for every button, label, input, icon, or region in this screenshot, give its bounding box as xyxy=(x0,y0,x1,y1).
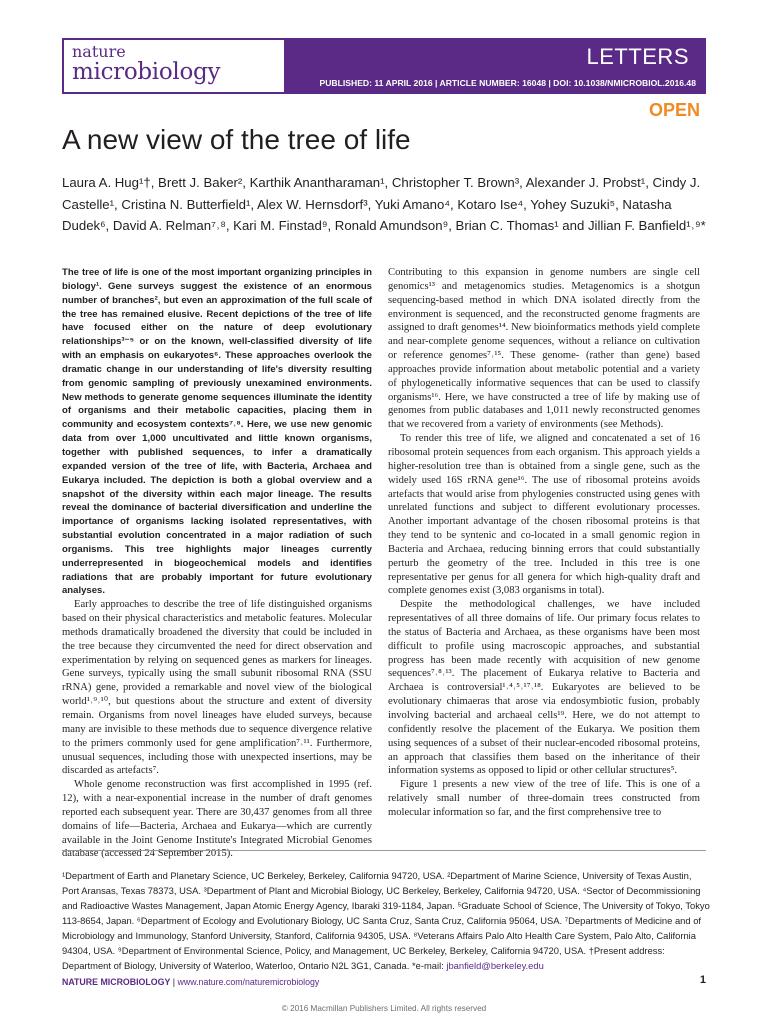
header-band xyxy=(286,38,706,94)
publication-info: PUBLISHED: 11 APRIL 2016 | ARTICLE NUMBER: 16048 | DOI: 10.1038/NMICROBIOL.2016.48 xyxy=(319,78,696,88)
abstract: The tree of life is one of the most important organizing principles in biology¹. Gene surveys suggest the existence of an enormous number of branches², but even an approximation of the full scale of the tree has remained elusive. Recent depictions of the tree of life have focused either on the nature of deep evolutionary relationships³⁻⁵ or on the known, well-classified diversity of life with an emphasis on eukaryotes⁶. These approaches overlook the dramatic change in our understanding of life's diversity resulting from genomic sampling of previously unexamined environments. New methods to generate genome sequences illuminate the identity of organisms and their metabolic capacities, placing them in community and ecosystem contexts⁷˒⁸. Here, we use new genomic data from over 1,000 uncultivated and little known organisms, together with published sequences, to infer a dramatically expanded version of the tree of life, with Bacteria, Archaea and Eukarya included. The depiction is both a global overview and a snapshot of the diversity within each major lineage. The results reveal the dominance of bacterial diversification and underline the importance of organisms lacking isolated representatives, with substantial evolution concentrated in a major radiation of such organisms. This tree highlights major lineages currently underrepresented in biogeochemical models and identifies radiations that are probably important for future evolutionary analyses. xyxy=(62,267,372,597)
left-column xyxy=(62,266,372,861)
body-paragraph: Early approaches to describe the tree of life distinguished organisms based on their physical characteristics and metabolic features. Molecular methods dramatically broadened the diversity that could be included in the tree because they circumvented the need for direct observation and experimentation by relying on sequenced genes as markers for lineages. Gene surveys, typically using the small subunit ribosomal RNA (SSU rRNA) gene, provided a remarkable and novel view of the biological world¹˒⁹˒¹⁰, but questions about the structure and extent of diversity remain. Organisms from novel lineages have eluded surveys, because many are invisible to these methods due to sequence divergence relative to the primers commonly used for gene amplification⁷˒¹¹. Furthermore, unusual sequences, including those with unexpected insertions, may be discarded as artefacts⁷. xyxy=(62,599,372,777)
logo-line1: nature xyxy=(72,42,126,61)
copyright: © 2016 Macmillan Publishers Limited. All rights reserved xyxy=(281,1004,487,1013)
body-paragraph: Contributing to this expansion in genome numbers are single cell genomics¹³ and metagenomics studies. Metagenomics is a shotgun sequencing-based method in which DNA isolated directly from the environment is sequenced, and the reconstructed genome fragments are assigned to draft genomes¹⁴. New bioinformatics methods yield complete and near-complete genome sequences, without a reliance on cultivation or reference genomes⁷˒¹⁵. These genome- (rather than gene) based approaches provide information about metabolic potential and a variety of phylogenetically informative sequences that can be used to classify organisms¹⁶. Here, we have constructed a tree of life by making use of genomes from public databases and 1,011 newly reconstructed genomes that we recovered from a variety of environments (see Methods). xyxy=(388,267,700,431)
body-paragraph: Figure 1 presents a new view of the tree of life. This is one of a relatively small number of three-domain trees constructed from molecular information so far, and the first comprehensive tree to xyxy=(388,779,700,818)
affiliations xyxy=(62,868,710,973)
article-title: A new view of the tree of life xyxy=(62,124,411,155)
footer-separator: | xyxy=(170,977,178,987)
page-number: 1 xyxy=(699,974,706,986)
footer-journal: NATURE MICROBIOLOGY xyxy=(62,977,171,987)
open-access-badge: OPEN xyxy=(648,100,700,120)
email-link[interactable]: jbanfield@berkeley.edu xyxy=(446,960,544,971)
footnote-divider xyxy=(62,850,706,851)
right-column xyxy=(388,266,700,820)
body-paragraph: To render this tree of life, we aligned and concatenated a set of 16 ribosomal protein sequences from each organism. This approach yields a higher-resolution tree than is obtained from a single gene, such as the widely used 16S rRNA gene¹⁶. The use of ribosomal proteins avoids artefacts that would arise from phylogenies constructed using genes with unrelated functions and subject to different evolutionary processes. Another important advantage of the chosen ribosomal proteins is that they tend to be syntenic and co-located in a small genomic region in Bacteria and Archaea, reducing binning errors that could substantially perturb the geometry of the tree. Included in this tree is one representative per genus for all genera for which high-quality draft and complete genomes exist (3,083 organisms in total). xyxy=(388,433,700,597)
logo-line2: microbiology xyxy=(72,59,221,85)
body-paragraph: Despite the methodological challenges, we have included representatives of all three domains of life. Our primary focus relates to the status of Bacteria and Archaea, as these organisms have been most difficult to profile using macroscopic approaches, and substantial progress has been made recently with acquisition of new genome sequences⁷˒⁸˒¹³. The placement of Eukarya relative to Bacteria and Archaea is controversial¹˒⁴˒⁵˒¹⁷˒¹⁸. Eukaryotes are believed to be evolutionary chimaeras that arose via endosymbiotic fusion, probably involving bacterial and archaeal cells¹⁹. Here, we do not attempt to confidently resolve the placement of the Eukarya. We position them using sequences of a subset of their nuclear-encoded ribosomal proteins, an approach that classifies them based on the inheritance of their information systems as opposed to lipid or other cellular structures⁵. xyxy=(388,599,700,777)
page-footer xyxy=(62,977,706,987)
affiliations-text: ¹Department of Earth and Planetary Science, UC Berkeley, Berkeley, California 94720, USA. ²Department of Marine Science, University of Texas Austin, Port Aransas, Texas 78373, USA. ³Department of Plant and Microbial Biology, UC Berkeley, Berkeley, California 94720, USA. ⁴Sector of Decommissioning and Radioactive Wastes Management, Japan Atomic Energy Agency, Ibaraki 319-1184, Japan. ⁵Graduate School of Science, The University of Tokyo, Tokyo 113-8654, Japan. ⁶Department of Ecology and Evolutionary Biology, UC Santa Cruz, Santa Cruz, California 95064, USA. ⁷Departments of Medicine and of Microbiology and Immunology, Stanford University, Stanford, California 94305, USA. ⁸Veterans Affairs Palo Alto Health Care System, Palo Alto, California 94304, USA. ⁹Department of Environmental Science, Policy, and Management, UC Berkeley, Berkeley, California 94720, USA. †Present address: Department of Biology, University of Waterloo, Waterloo, Ontario N2L 3G1, Canada. *e-mail: xyxy=(62,870,710,971)
footer-url[interactable]: www.nature.com/naturemicrobiology xyxy=(177,977,320,987)
author-list: Laura A. Hug¹†, Brett J. Baker², Karthik Anantharaman¹, Christopher T. Brown³, Alexander J. Probst¹, Cindy J. Castelle¹, Cristina N. Butterfield¹, Alex W. Hernsdorf³, Yuki Amano⁴, Kotaro Ise⁴, Yohey Suzuki⁵, Natasha Dudek⁶, David A. Relman⁷˒⁸, Kari M. Finstad⁹, Ronald Amundson⁹, Brian C. Thomas¹ and Jillian F. Banfield¹˒⁹* xyxy=(62,175,706,233)
journal-logo xyxy=(62,38,286,94)
body-paragraph: Whole genome reconstruction was first accomplished in 1995 (ref. 12), with a near-exponential increase in the number of draft genomes reported each subsequent year. There are 30,437 genomes from all three domains of life—Bacteria, Archaea and Eukarya—which are currently available in the Joint Genome Institute's Integrated Microbial Genomes database (accessed 24 September 2015). xyxy=(62,779,372,860)
section-label: LETTERS xyxy=(586,44,689,69)
